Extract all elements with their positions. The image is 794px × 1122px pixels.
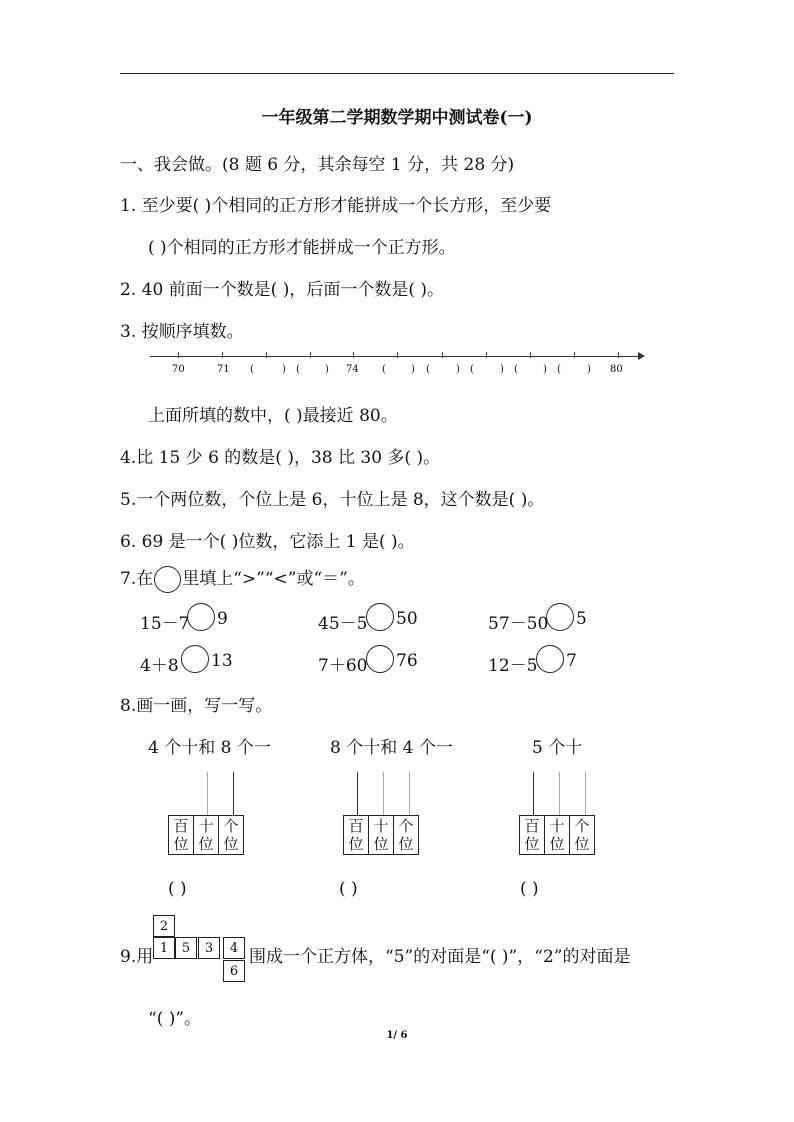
question-2: 2. 40 前面一个数是( )，后面一个数是( )。 <box>120 280 444 300</box>
question-6: 6. 69 是一个( )位数，它添上 1 是( )。 <box>120 532 415 552</box>
question-5: 5.一个两位数，个位上是 6，十位上是 8，这个数是( )。 <box>120 490 545 510</box>
question-7 <box>120 564 365 593</box>
question-1-line-2: ( )个相同的正方形才能拼成一个正方形。 <box>148 238 456 258</box>
number-line-tick <box>310 352 311 358</box>
number-line-label: ( <box>382 364 386 375</box>
question-4: 4.比 15 少 6 的数是( )，38 比 30 多( )。 <box>120 448 441 468</box>
question-9-prefix: 9.用 <box>120 947 154 967</box>
abacus-label-3: 5 个十 <box>532 738 583 758</box>
page-number: 1/ 6 <box>386 1030 408 1041</box>
number-line-label: ( <box>250 364 254 375</box>
number-line-tick <box>574 352 575 358</box>
abacus-rod <box>409 772 410 816</box>
number-line-tick <box>222 352 223 358</box>
number-line-tick <box>266 352 267 358</box>
compare-circle-2[interactable] <box>366 603 394 631</box>
circle-symbol <box>154 566 181 593</box>
place-value-chart-2: 百 位 十 位 个 位 <box>343 815 419 855</box>
abacus-rod <box>585 772 586 816</box>
number-line-label: ( <box>426 364 430 375</box>
compare-circle-5[interactable] <box>366 645 394 673</box>
number-line-tick <box>178 352 179 358</box>
section-heading: 一、我会做。(8 题 6 分，其余每空 1 分，共 28 分) <box>120 155 515 175</box>
question-3-sub: 上面所填的数中，( )最接近 80。 <box>148 406 398 426</box>
number-line-label: 80 <box>610 364 623 375</box>
expr-left: 4＋8 <box>140 656 179 676</box>
arrow-right-icon <box>638 352 645 360</box>
question-7-suffix: 里填上“>”“<”或“＝”。 <box>182 569 365 589</box>
number-line-label: ) <box>411 364 415 375</box>
place-value-chart-1: 百 位 十 位 个 位 <box>168 815 244 855</box>
expr-left: 7＋60 <box>318 656 368 676</box>
place-value-chart-3: 百 位 十 位 个 位 <box>519 815 595 855</box>
expr-left: 12－5 <box>488 656 538 676</box>
expr-right: 76 <box>396 651 418 671</box>
abacus-rod <box>357 772 358 816</box>
compare-circle-6[interactable] <box>536 645 564 673</box>
expr-right: 7 <box>566 651 577 671</box>
net-face: 3 <box>198 937 220 959</box>
net-face: 6 <box>223 960 245 982</box>
abacus-rod <box>207 772 208 816</box>
compare-circle-1[interactable] <box>187 603 215 631</box>
number-line-tick <box>442 352 443 358</box>
number-line-label: 74 <box>346 364 359 375</box>
expr-right: 5 <box>576 609 587 629</box>
compare-expr-3 <box>488 609 548 634</box>
number-line-label: ) <box>543 364 547 375</box>
number-line-label: ( <box>514 364 518 375</box>
number-line-tick <box>530 352 531 358</box>
expr-right: 50 <box>396 609 418 629</box>
net-face: 5 <box>175 937 197 959</box>
number-line-label: 70 <box>172 364 185 375</box>
number-line-label: ) <box>587 364 591 375</box>
question-9-line-2: “( )”。 <box>148 1009 202 1029</box>
expr-left: 45－5 <box>318 614 368 634</box>
number-line-label: ( <box>470 364 474 375</box>
compare-expr-6 <box>488 651 537 676</box>
expr-left: 57－50 <box>488 614 549 634</box>
question-3: 3. 按顺序填数。 <box>120 322 244 342</box>
answer-blank-3[interactable]: ( ) <box>520 879 539 899</box>
question-8: 8.画一画，写一写。 <box>120 696 273 716</box>
number-line-tick <box>618 352 619 358</box>
question-1-line-1: 1. 至少要( )个相同的正方形才能拼成一个长方形，至少要 <box>120 196 552 216</box>
net-face: 2 <box>153 915 175 937</box>
abacus-rod <box>233 772 234 816</box>
number-line-tick <box>397 352 398 358</box>
compare-circle-4[interactable] <box>181 645 209 673</box>
number-line-label: ( <box>557 364 561 375</box>
number-line-label: ) <box>325 364 329 375</box>
compare-expr-2 <box>318 609 367 634</box>
number-line-label: 71 <box>217 364 230 375</box>
compare-expr-1 <box>140 609 189 634</box>
number-line-tick <box>486 352 487 358</box>
number-line-axis <box>150 356 640 357</box>
question-7-prefix: 7.在 <box>120 569 154 589</box>
expr-right: 9 <box>217 609 228 629</box>
compare-circle-3[interactable] <box>546 603 574 631</box>
number-line-label: ) <box>500 364 504 375</box>
number-line-label: ( <box>296 364 300 375</box>
compare-expr-5 <box>318 651 367 676</box>
abacus-label-1: 4 个十和 8 个一 <box>148 738 271 758</box>
abacus-rod <box>533 772 534 816</box>
question-9: 围成一个正方体，“5”的对面是“( )”，“2”的对面是 <box>249 947 631 967</box>
page-title: 一年级第二学期数学期中测试卷(一) <box>261 108 533 128</box>
abacus-rod <box>559 772 560 816</box>
number-line-tick <box>353 352 354 358</box>
answer-blank-2[interactable]: ( ) <box>339 879 358 899</box>
expr-right: 13 <box>211 651 233 671</box>
expr-left: 15－7 <box>140 614 190 634</box>
number-line-label: ) <box>282 364 286 375</box>
number-line-label: ) <box>456 364 460 375</box>
net-face: 1 <box>153 937 175 959</box>
top-rule <box>120 73 674 74</box>
abacus-label-2: 8 个十和 4 个一 <box>330 738 453 758</box>
abacus-rod <box>383 772 384 816</box>
net-face: 4 <box>223 937 245 959</box>
answer-blank-1[interactable]: ( ) <box>168 879 187 899</box>
compare-expr-4 <box>140 651 179 676</box>
